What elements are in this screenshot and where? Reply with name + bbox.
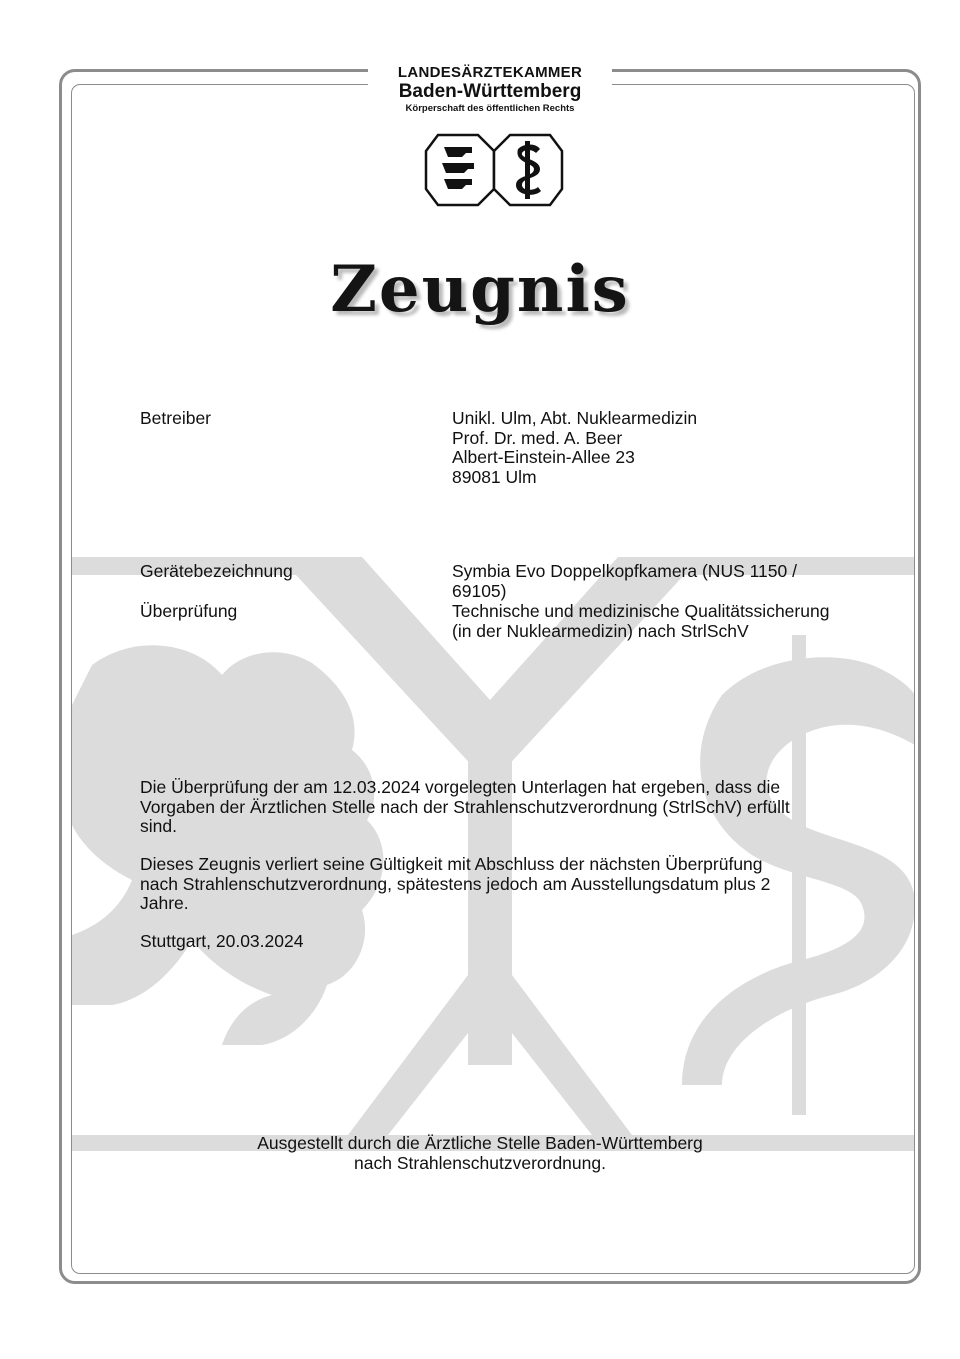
operator-label: Betreiber <box>140 408 212 428</box>
footer-line: Ausgestellt durch die Ärztliche Stelle Baden-Württemberg <box>257 1133 703 1153</box>
validity-paragraph <box>140 855 880 914</box>
paragraph-line: nach Strahlenschutzverordnung, spätestens jedoch am Ausstellungsdatum plus 2 <box>140 873 771 894</box>
org-name-line1: LANDESÄRZTEKAMMER <box>397 64 583 81</box>
device-line: 69105) <box>452 580 507 601</box>
paragraph-line: Dieses Zeugnis verliert seine Gültigkeit mit Abschluss der nächsten Überprüfung <box>140 854 763 874</box>
device-line: Symbia Evo Doppelkopfkamera (NUS 1150 / <box>452 561 797 581</box>
paragraph-line: Jahre. <box>140 893 189 913</box>
inspection-line: (in der Nuklearmedizin) nach StrlSchV <box>452 620 749 641</box>
operator-line: Unikl. Ulm, Abt. Nuklearmedizin <box>452 408 698 428</box>
result-paragraph <box>140 778 880 837</box>
issuer-footer <box>0 1133 960 1173</box>
place-date: Stuttgart, 20.03.2024 <box>140 931 304 951</box>
footer-line: nach Strahlenschutzverordnung. <box>354 1153 606 1173</box>
paragraph-line: Vorgaben der Ärztlichen Stelle nach der Strahlenschutzverordnung (StrlSchV) erfüllt <box>140 796 790 817</box>
operator-line: 89081 Ulm <box>452 466 537 487</box>
inspection-label: Überprüfung <box>140 601 238 621</box>
certificate-title: Zeugnis <box>330 252 630 327</box>
operator-line: Albert-Einstein-Allee 23 <box>452 447 635 467</box>
paragraph-line: Die Überprüfung der am 12.03.2024 vorgelegten Unterlagen hat ergeben, dass die <box>140 777 781 797</box>
inspection-line: Technische und medizinische Qualitätssicherung <box>452 601 830 621</box>
chamber-logo <box>424 133 564 207</box>
inspection-value <box>452 602 892 641</box>
device-label: Gerätebezeichnung <box>140 561 293 581</box>
paragraph-line: sind. <box>140 816 177 836</box>
operator-line: Prof. Dr. med. A. Beer <box>452 427 623 448</box>
organization-header <box>368 64 612 115</box>
device-value <box>452 562 892 601</box>
operator-value <box>452 409 892 487</box>
org-subtitle: Körperschaft des öffentlichen Rechts <box>405 103 575 114</box>
org-name-line2: Baden-Württemberg <box>398 81 582 102</box>
